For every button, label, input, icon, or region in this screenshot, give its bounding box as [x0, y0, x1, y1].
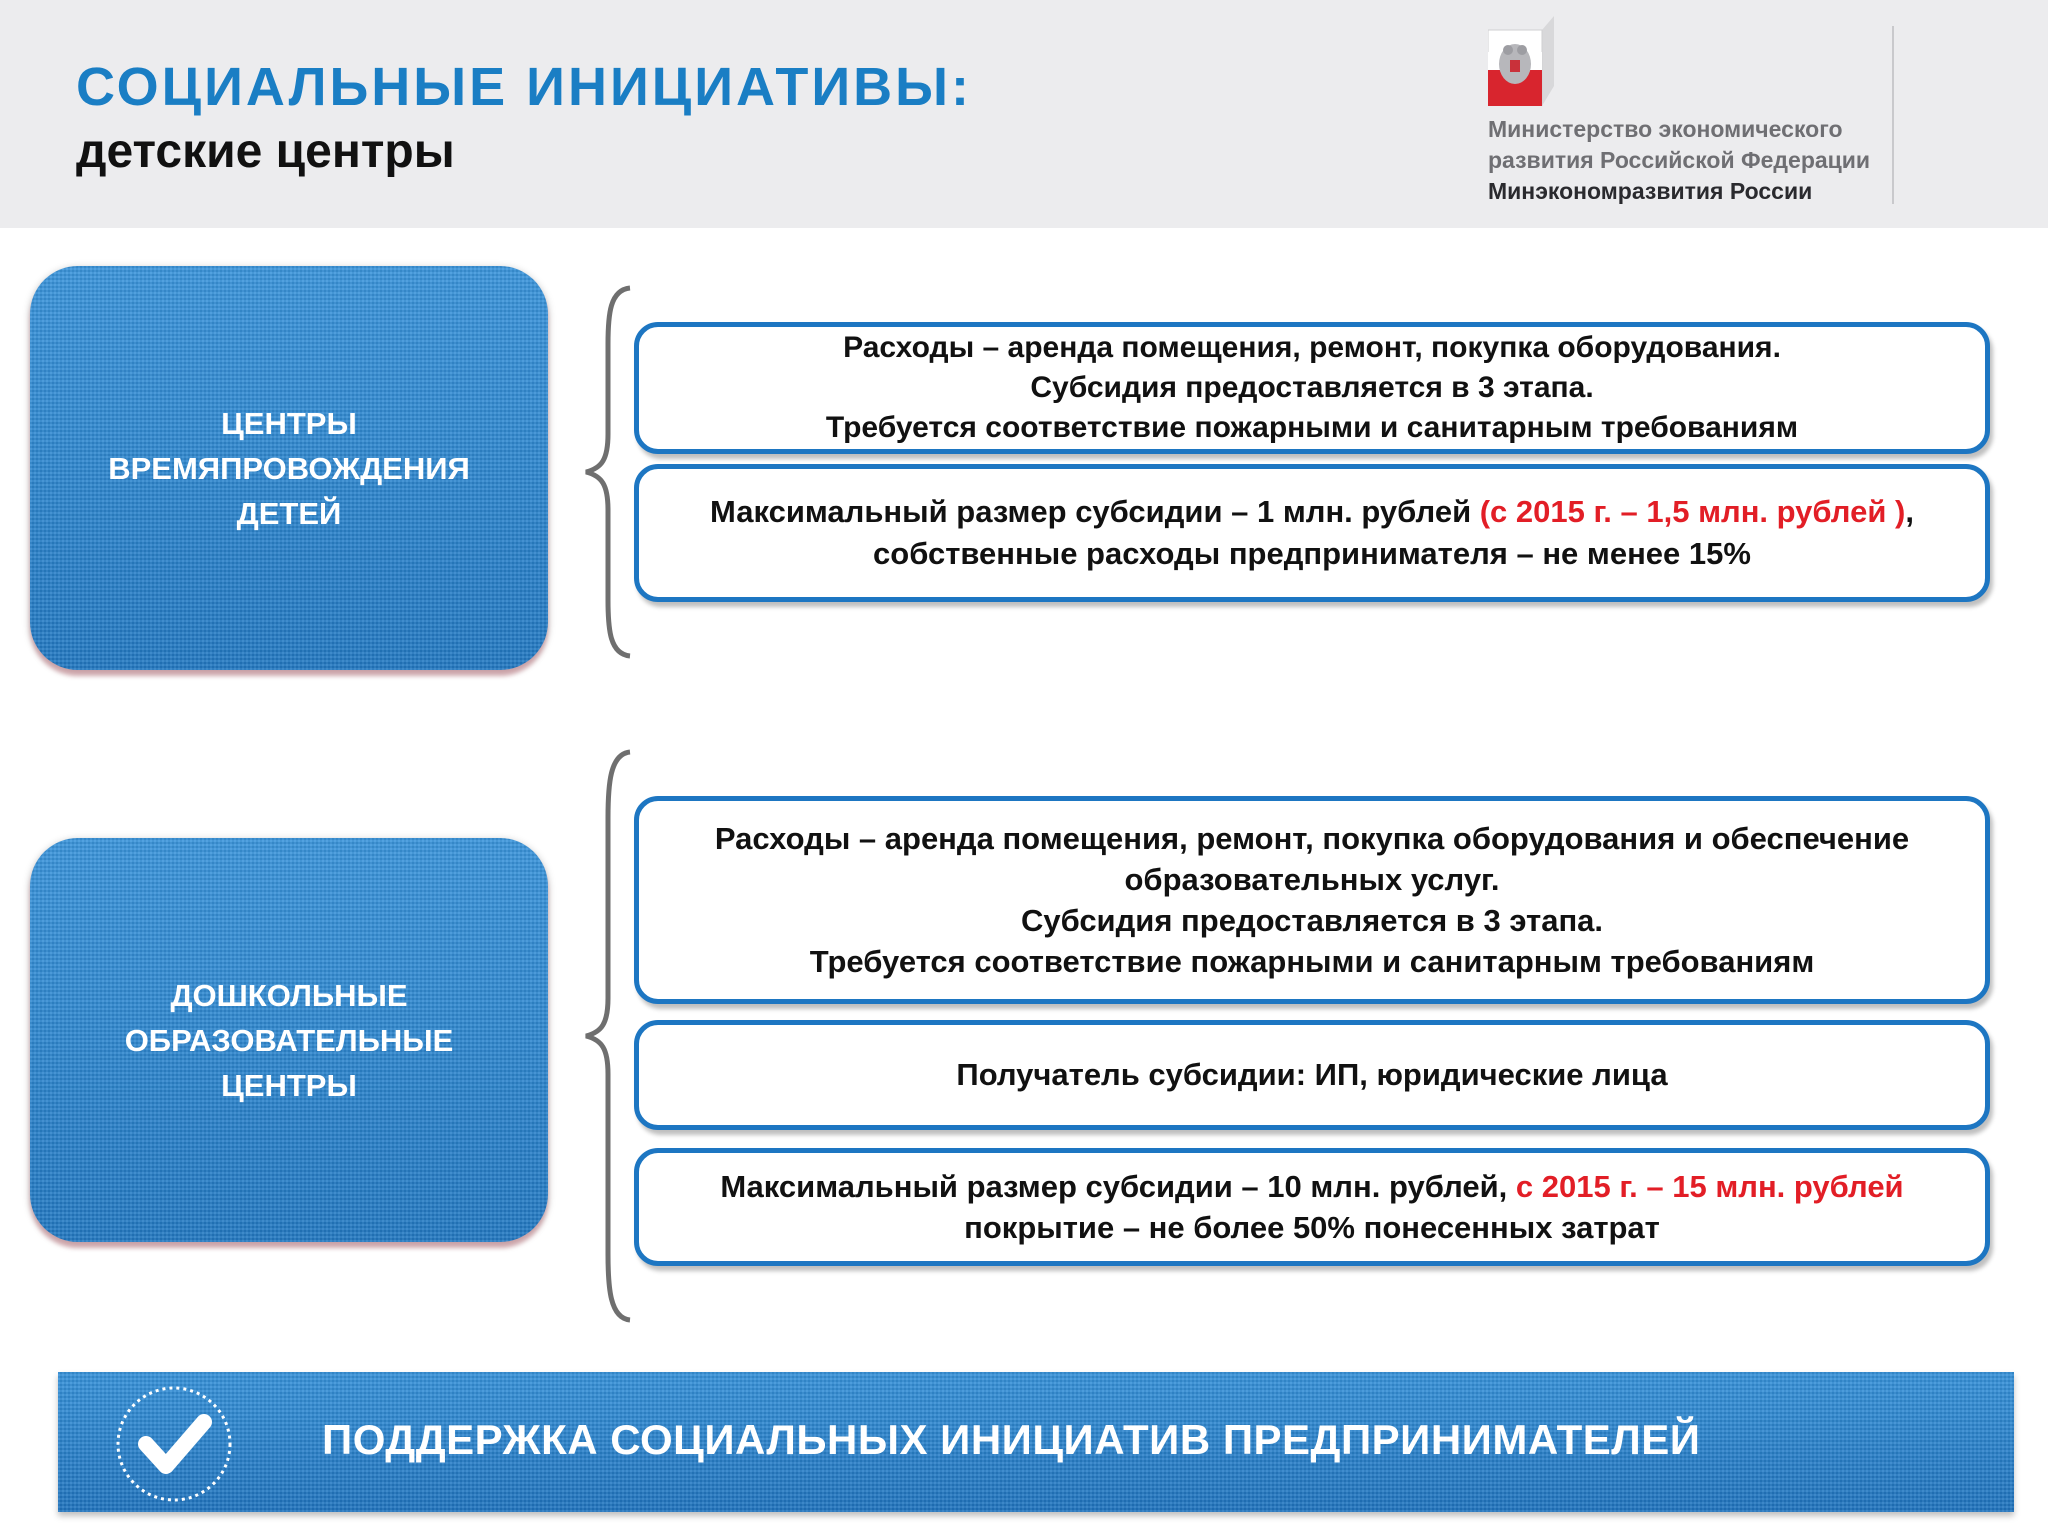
- category-label-line: ДОШКОЛЬНЫЕ: [170, 977, 408, 1013]
- slide-header: [0, 0, 2048, 228]
- info-line: Требуется соответствие пожарными и санитарным требованиям: [809, 944, 1815, 979]
- info-line: Субсидия предоставляется в 3 этапа.: [1030, 371, 1594, 404]
- category-label-line: ОБРАЗОВАТЕЛЬНЫЕ: [124, 1022, 454, 1058]
- info-line: Расходы – аренда помещения, ремонт, покупка оборудования и обеспечение: [714, 821, 1910, 856]
- checkmark-icon: [112, 1382, 236, 1506]
- category-label-line: ДЕТЕЙ: [236, 495, 342, 531]
- info-box-recipient: [634, 1020, 1990, 1130]
- category-label-line: ЦЕНТРЫ: [221, 1067, 357, 1103]
- highlight-text: (с 2015 г. – 1,5 млн. рублей ): [1479, 494, 1906, 529]
- info-text: ,: [1905, 494, 1914, 529]
- info-text: Максимальный размер субсидии – 1 млн. рублей: [710, 494, 1480, 529]
- header-divider: [1892, 26, 1894, 204]
- info-text: Максимальный размер субсидии – 10 млн. рублей,: [720, 1169, 1516, 1204]
- category-label-line: ВРЕМЯПРОВОЖДЕНИЯ: [108, 450, 470, 486]
- info-box-expenses-1: [634, 322, 1990, 454]
- bottom-banner: [58, 1372, 2014, 1512]
- ministry-name-line2: развития Российской Федерации: [1488, 147, 1871, 173]
- banner-text: ПОДДЕРЖКА СОЦИАЛЬНЫХ ИНИЦИАТИВ ПРЕДПРИНИМАТЕЛЕЙ: [322, 1416, 1701, 1463]
- highlight-text: с 2015 г. – 15 млн. рублей: [1515, 1169, 1904, 1204]
- info-line: собственные расходы предпринимателя – не менее 15%: [873, 536, 1751, 571]
- info-box-max-subsidy-2: [634, 1148, 1990, 1266]
- category-label-line: ЦЕНТРЫ: [221, 405, 357, 441]
- brace-section2: [580, 748, 632, 1324]
- category-children-leisure-centers: [30, 266, 548, 670]
- info-line: Расходы – аренда помещения, ремонт, покупка оборудования.: [843, 331, 1781, 364]
- info-line: Получатель субсидии: ИП, юридические лица: [956, 1057, 1668, 1092]
- slide-subtitle: детские центры: [76, 125, 455, 178]
- info-line: Субсидия предоставляется в 3 этапа.: [1020, 903, 1604, 938]
- ministry-short-name: Минэкономразвития России: [1488, 178, 1813, 204]
- brace-section1: [580, 284, 632, 660]
- info-line: Требуется соответствие пожарными и санитарным требованиям: [825, 411, 1799, 444]
- ministry-name: [1488, 114, 1908, 207]
- info-line: [720, 1166, 1903, 1207]
- info-box-expenses-2: [634, 796, 1990, 1004]
- category-preschool-education-centers: [30, 838, 548, 1242]
- info-line: покрытие – не более 50% понесенных затрат: [964, 1210, 1660, 1245]
- info-box-max-subsidy-1: [634, 464, 1990, 602]
- info-line: образовательных услуг.: [1124, 862, 1500, 897]
- slide-title: СОЦИАЛЬНЫЕ ИНИЦИАТИВЫ:: [76, 57, 972, 117]
- ministry-name-line1: Министерство экономического: [1488, 116, 1843, 142]
- ministry-emblem-icon: [1488, 16, 1554, 106]
- info-line: [710, 491, 1914, 533]
